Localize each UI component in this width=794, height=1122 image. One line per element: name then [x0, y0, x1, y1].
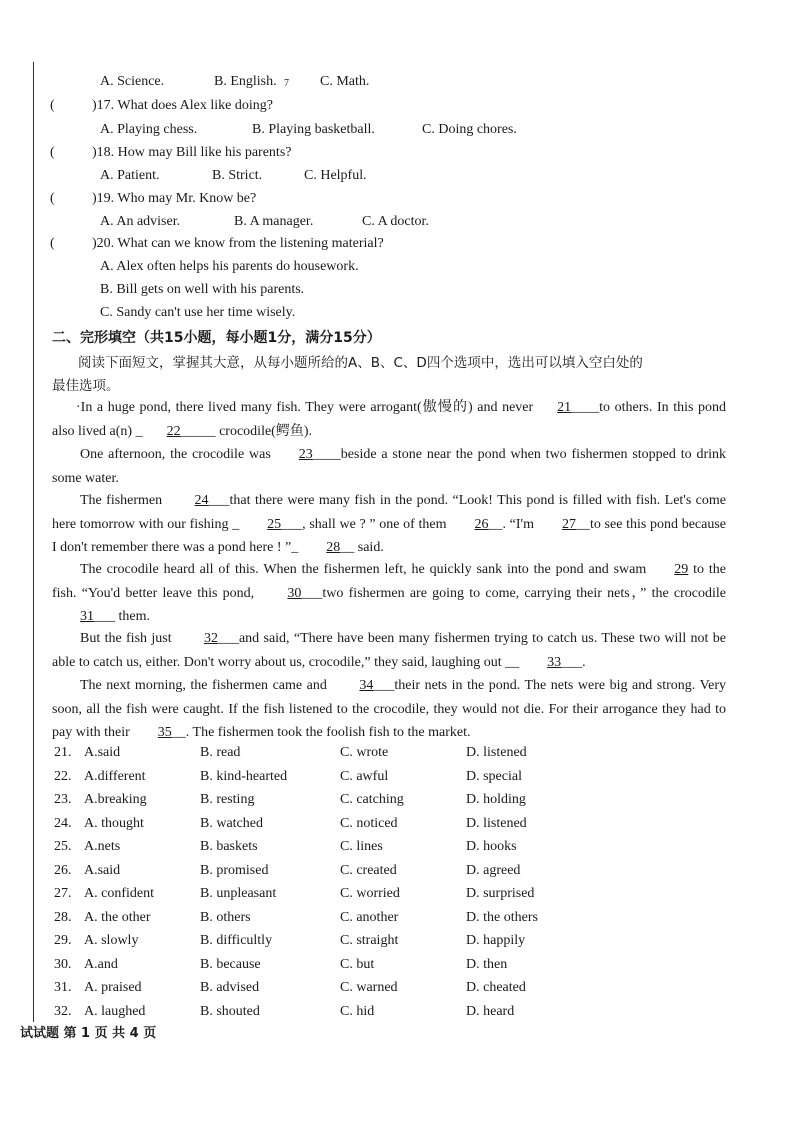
text-run: The crocodile heard all of this. When the fishermen left, he quickly sank into the pond and swam	[80, 562, 647, 577]
passage-paragraph-4	[52, 558, 726, 629]
question-number: 24.	[54, 815, 72, 831]
option-a: A. the other	[84, 909, 151, 925]
blank-fill: ___	[373, 678, 395, 693]
option-d: D. then	[466, 956, 508, 972]
q20-option-a: A. Alex often helps his parents do housework.	[100, 259, 359, 274]
option-b: B. difficultly	[200, 933, 273, 948]
blank-34: 34	[359, 678, 374, 693]
option-b: B. resting	[200, 792, 255, 807]
blank-fill: ___	[94, 609, 115, 624]
q17-option-a: A. Playing chess.	[100, 122, 198, 137]
passage-paragraph-2	[52, 443, 726, 490]
q16-option-c: C. Math.	[320, 74, 370, 89]
q20-stem	[92, 236, 384, 252]
q17-number: )17.	[92, 98, 115, 113]
q17-options	[0, 122, 794, 144]
option-a: A. thought	[84, 815, 144, 831]
q17-stem	[92, 98, 273, 114]
q18-number: )18.	[92, 145, 115, 160]
blank-30: 30	[287, 585, 302, 601]
stray-mark: 7	[284, 78, 289, 89]
q18-paren: (	[50, 145, 55, 160]
q16-options	[0, 74, 794, 96]
blank-fill: ___	[301, 585, 323, 601]
option-b: B. because	[200, 956, 261, 972]
option-b: B. kind-hearted	[200, 768, 288, 784]
question-number: 32.	[54, 1003, 72, 1019]
option-a: A.different	[84, 768, 146, 784]
blank-fill: __	[171, 725, 186, 740]
instruction-line-2: 最佳选项。	[52, 378, 120, 394]
option-b: B. shouted	[200, 1003, 260, 1019]
q20-text: What can we know from the listening material?	[117, 236, 384, 251]
q19-text: Who may Mr. Know be?	[117, 191, 257, 206]
blank-26: 26	[474, 516, 489, 532]
q19-option-b: B. A manager.	[234, 214, 314, 229]
question-number: 31.	[54, 980, 72, 995]
text-run: One afternoon, the crocodile was	[80, 447, 271, 462]
q18-option-a: A. Patient.	[100, 168, 160, 183]
blank-22: 22	[166, 423, 181, 439]
instruction-line-1: 阅读下面短文，掌握其大意，从每小题所给的A、B、C、D四个选项中，选出可以填入空白处的	[78, 355, 643, 371]
option-c: C. noticed	[340, 815, 398, 831]
blank-fill: __	[575, 516, 590, 532]
q19-option-c: C. A doctor.	[362, 214, 429, 229]
option-c: C. created	[340, 862, 397, 878]
q18-options	[0, 168, 794, 190]
option-a: A.breaking	[84, 792, 147, 807]
option-b: B. others	[200, 909, 251, 925]
question-number: 22.	[54, 768, 72, 784]
option-a: A. confident	[84, 886, 154, 901]
option-a: A.said	[84, 862, 121, 878]
passage-paragraph-5	[52, 627, 726, 674]
option-c: C. catching	[340, 792, 404, 807]
text-run: to the fish. “You'd better leave this pond,	[52, 562, 726, 601]
question-number: 27.	[54, 886, 72, 901]
option-c: C. awful	[340, 768, 389, 784]
blank-fill: ___	[561, 654, 583, 670]
option-b: B. advised	[200, 980, 260, 995]
q18-option-b: B. Strict.	[212, 168, 263, 183]
blank-24: 24	[194, 493, 209, 508]
text-run: The fishermen	[80, 493, 167, 508]
q17-option-b: B. Playing basketball.	[252, 122, 375, 137]
text-run: that there were many fish in the pond. “Look! This pond is filled with fish. Let's come here tomorrow with our fishing _	[52, 493, 726, 532]
text-run: ·In a huge pond, there lived many fish. They were arrogant(傲慢的) and never	[76, 400, 534, 415]
blank-fill: _____	[180, 423, 216, 439]
blank-32: 32	[203, 631, 218, 646]
text-run: them.	[115, 609, 150, 624]
blank-fill: ____	[312, 447, 341, 462]
blank-fill: ___	[208, 493, 230, 508]
question-number: 29.	[54, 933, 72, 948]
option-b: B. unpleasant	[200, 886, 277, 901]
q19-options	[0, 214, 794, 236]
option-a: A. praised	[84, 980, 142, 995]
option-d: D. cheated	[466, 980, 526, 995]
text-run: But the fish just	[80, 631, 176, 646]
blank-29: 29	[674, 562, 689, 577]
question-number: 30.	[54, 956, 72, 972]
option-c: C. but	[340, 956, 375, 972]
option-c: C. warned	[340, 980, 398, 995]
option-d: D. hooks	[466, 839, 517, 854]
option-a: A. laughed	[84, 1003, 146, 1019]
blank-fill: ___	[217, 631, 239, 646]
q20-option-b: B. Bill gets on well with his parents.	[100, 282, 305, 297]
option-d: D. listened	[466, 745, 527, 760]
blank-21: 21	[557, 400, 572, 415]
blank-fill: __	[488, 516, 503, 532]
option-d: D. heard	[466, 1003, 515, 1019]
option-c: C. worried	[340, 886, 400, 901]
option-c: C. wrote	[340, 745, 389, 760]
text-run: their nets in the pond. The nets were big and strong. Very soon, all the fish were caught. If the fish listened to the crocodile, they would not die. For their arrogance they had to pay with their	[52, 678, 727, 740]
text-run: . “I'm	[502, 516, 534, 532]
blank-31: 31	[80, 609, 94, 624]
option-a: A. slowly	[84, 933, 139, 948]
q18-stem	[92, 145, 291, 161]
text-run: to see this pond because I don't remember there was a pond here ! ”_	[52, 516, 727, 555]
q19-stem	[92, 191, 256, 207]
blank-fill: ____	[571, 400, 600, 415]
margin-rule	[33, 62, 34, 1022]
blank-25: 25	[267, 516, 282, 532]
q17-paren: (	[50, 98, 55, 113]
text-run: said.	[354, 540, 384, 555]
page-footer: 试试题 第 1 页 共 4 页	[20, 1026, 157, 1041]
option-b: B. baskets	[200, 839, 258, 854]
q19-paren: (	[50, 191, 55, 206]
text-run: to others. In this pond also lived a(n) _	[52, 400, 727, 439]
text-run: crocodile(鳄鱼).	[215, 423, 313, 439]
option-d: D. happily	[466, 933, 526, 948]
text-run: .	[582, 654, 586, 670]
section-title: 二、完形填空（共15小题，每小题1分，满分15分）	[52, 330, 381, 346]
q18-option-c: C. Helpful.	[304, 168, 367, 183]
blank-23: 23	[298, 447, 313, 462]
blank-fill: ___	[281, 516, 303, 532]
q17-text: What does Alex like doing?	[117, 98, 273, 113]
question-number: 26.	[54, 862, 72, 878]
q16-option-a: A. Science.	[100, 74, 165, 89]
q20-paren: (	[50, 236, 55, 251]
q19-option-a: A. An adviser.	[100, 214, 181, 229]
option-a: A.and	[84, 956, 118, 972]
option-b: B. promised	[200, 862, 269, 878]
blank-27: 27	[561, 516, 576, 532]
text-run: The next morning, the fishermen came and	[80, 678, 332, 693]
text-run: beside a stone near the pond when two fishermen stopped to drink some water.	[52, 447, 726, 486]
option-c: C. hid	[340, 1003, 375, 1019]
passage-paragraph-6	[52, 674, 726, 745]
option-c: C. straight	[340, 933, 399, 948]
option-c: C. lines	[340, 839, 383, 854]
q19-number: )19.	[92, 191, 115, 206]
option-d: D. surprised	[466, 886, 535, 901]
text-run: and said, “There have been many fishermen trying to catch us. These two will not be able to catch us, either. Don't worry about us, crocodile,” they said, laughing out __	[52, 631, 726, 670]
text-run: . The fishermen took the foolish fish to the market.	[185, 725, 471, 740]
q17-option-c: C. Doing chores.	[422, 122, 517, 137]
option-d: D. listened	[466, 815, 527, 831]
q16-option-b: B. English.	[214, 74, 277, 89]
blank-33: 33	[547, 654, 562, 670]
text-run: , shall we ? ” one of them	[302, 516, 447, 532]
blank-fill: __	[340, 540, 355, 555]
q20-number: )20.	[92, 236, 115, 251]
option-d: D. special	[466, 768, 522, 784]
option-d: D. agreed	[466, 862, 521, 878]
option-d: D. holding	[466, 792, 526, 807]
text-run: two fishermen are going to come, carrying their nets，” the crocodile	[322, 585, 727, 601]
q18-text: How may Bill like his parents?	[117, 145, 292, 160]
question-number: 25.	[54, 839, 72, 854]
option-a: A.nets	[84, 839, 121, 854]
question-number: 21.	[54, 745, 72, 760]
blank-35: 35	[157, 725, 172, 740]
blank-28: 28	[326, 540, 341, 555]
question-number: 23.	[54, 792, 72, 807]
option-d: D. the others	[466, 909, 538, 925]
passage-paragraph-3	[52, 489, 726, 560]
passage-paragraph-1	[52, 396, 726, 443]
option-b: B. watched	[200, 815, 263, 831]
option-c: C. another	[340, 909, 399, 925]
option-b: B. read	[200, 745, 241, 760]
option-a: A.said	[84, 745, 121, 760]
question-number: 28.	[54, 909, 72, 925]
q20-option-c: C. Sandy can't use her time wisely.	[100, 305, 296, 320]
